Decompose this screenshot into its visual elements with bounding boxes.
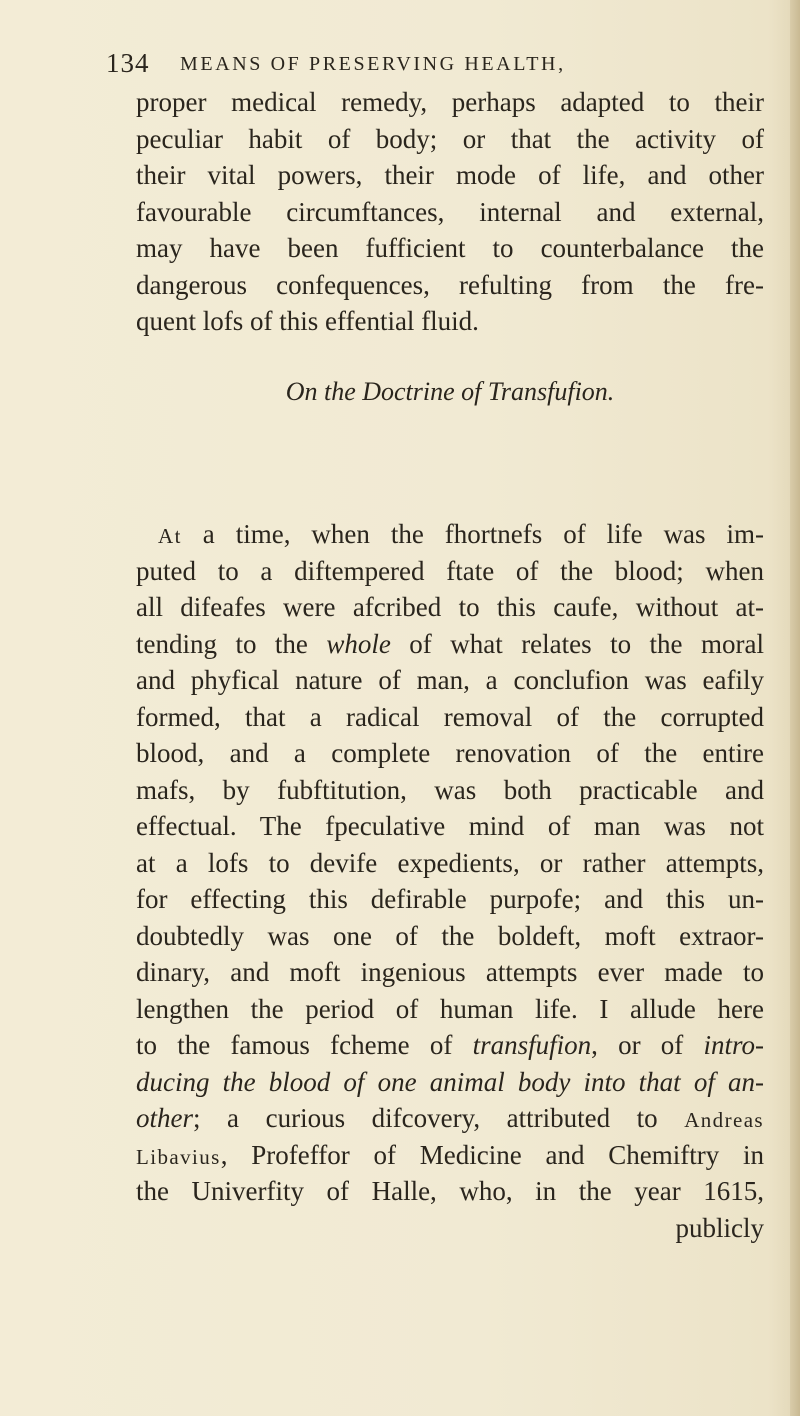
text-line: formed, that a radical removal of the corrupted [136, 701, 764, 732]
text-line: quent lofs of this effential fluid. [136, 306, 479, 336]
text-line [136, 1100, 764, 1137]
text-run: to the famous fcheme of [136, 1030, 473, 1060]
text-run: tending to the [136, 628, 327, 659]
section-heading: On the Doctrine of Transfufion. [285, 377, 615, 406]
italic-run: transfufion [472, 1030, 592, 1060]
text-line: proper medical remedy, perhaps adapted to their [136, 87, 764, 117]
text-line [136, 626, 764, 663]
italic-run: intro- [703, 1030, 765, 1060]
text-line: effectual. The fpeculative mind of man was not [136, 811, 764, 841]
text-run: a time, when the fhortnefs of life was im- [181, 519, 764, 549]
text-line: for effecting this defirable purpofe; and this un- [136, 884, 764, 914]
text-line: peculiar habit of body; or that the activity of [136, 123, 764, 154]
text-line: blood, and a complete renovation of the entire [136, 738, 764, 768]
text-run: of what relates to the moral [390, 628, 764, 659]
text-line: puted to a diftempered ftate of the blood; when [136, 555, 764, 586]
italic-run: whole [326, 628, 391, 659]
page-edge [790, 0, 800, 1416]
text-line: at a lofs to devife expedients, or rather attempts, [136, 847, 764, 878]
text-line: dinary, and moft ingenious attempts ever made to [136, 957, 764, 987]
text-run: , Profeffor of Medicine and Chemiftry in [220, 1139, 764, 1170]
text-line: dangerous confequences, refulting from the fre- [136, 269, 764, 300]
text-line: mafs, by fubftitution, was both practicable and [136, 774, 764, 805]
text-line: may have been fufficient to counterbalance the [136, 233, 764, 263]
text-line: doubtedly was one of the boldeft, moft extraor- [136, 920, 764, 951]
italic-run: ducing the blood of one animal body into that of an- [136, 1066, 764, 1097]
italic-run: other [136, 1103, 193, 1133]
page-number: 134 [106, 48, 150, 78]
text-run: , or of [591, 1030, 704, 1060]
text-run: ; a curious difcovery, attributed to [193, 1103, 685, 1133]
text-line: their vital powers, their mode of life, and other [136, 160, 764, 190]
catchword: publicly [675, 1212, 764, 1243]
paragraph-transfusion [136, 516, 764, 1246]
text-line [136, 1064, 764, 1101]
text-line: favourable circumftances, internal and external, [136, 196, 764, 227]
text-line: lengthen the period of human life. I allude here [136, 993, 764, 1024]
text-line [136, 1027, 764, 1064]
text-line: all difeafes were afcribed to this caufe, without at- [136, 592, 764, 622]
running-head: MEANS OF PRESERVING HEALTH, [180, 53, 566, 75]
text-line [136, 516, 764, 553]
text-line [136, 1137, 764, 1174]
small-caps-name: Andreas [684, 1108, 764, 1132]
text-line: and phyfical nature of man, a conclufion was eafily [136, 665, 764, 695]
text-line: the Univerfity of Halle, who, in the year 1615, [136, 1176, 764, 1206]
small-caps-opening: At [158, 524, 182, 548]
paragraph-continuation [136, 84, 764, 340]
small-caps-name: Libavius [136, 1144, 221, 1169]
